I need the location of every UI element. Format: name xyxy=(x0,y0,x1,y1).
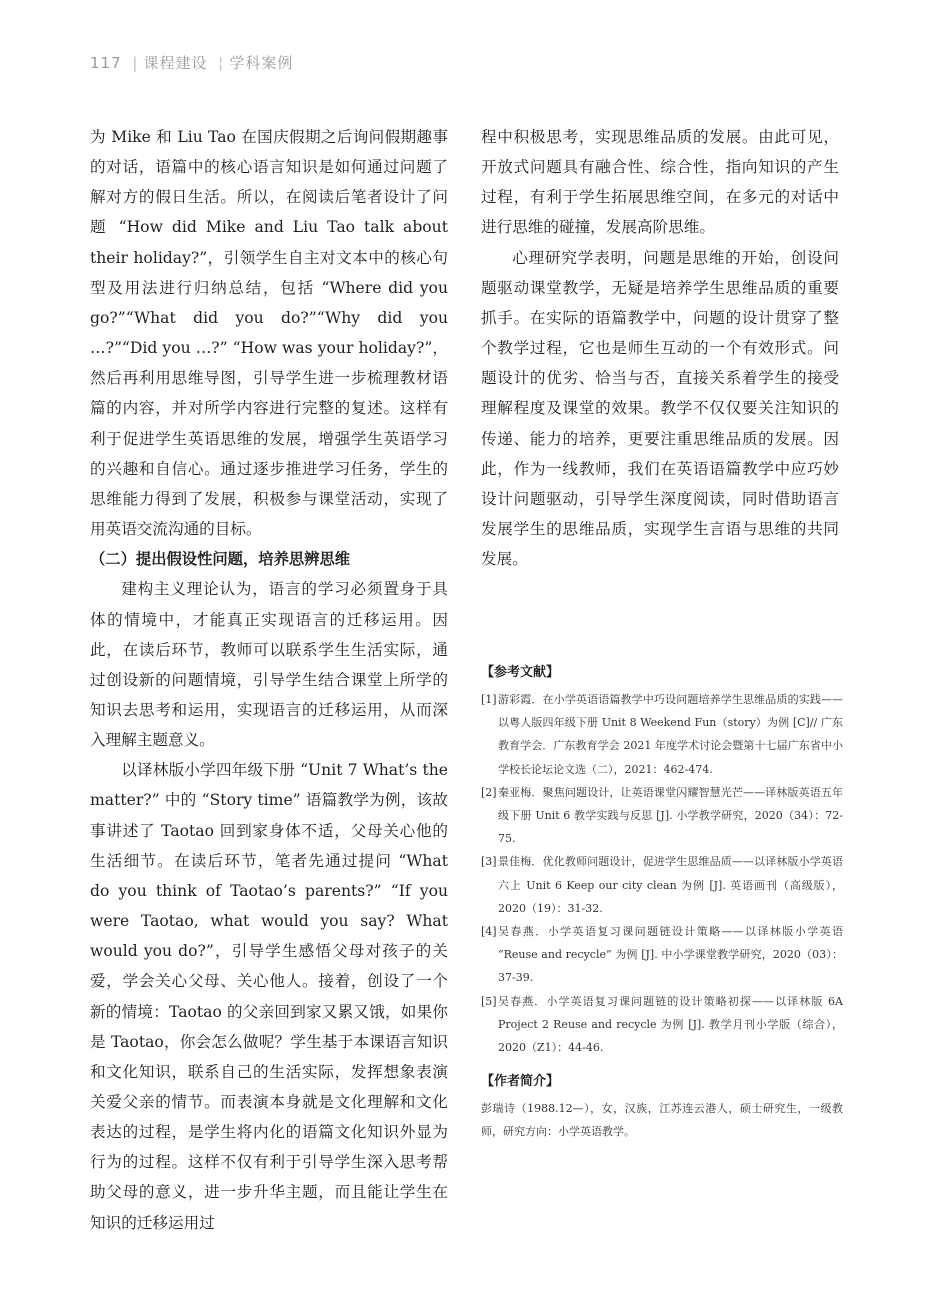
reference-item xyxy=(481,990,843,1060)
references-title: 【参考文献】 xyxy=(481,665,560,680)
paragraph: 建构主义理论认为，语言的学习必须置身于具体的情境中，才能真正实现语言的迁移运用。因此，在读后环节，教师可以联系学生生活实际，通过创设新的问题情境，引导学生结合课堂上所学的知识去思考和运用，实现语言的迁移运用，从而深入理解主题意义。 xyxy=(90,580,448,750)
reference-text: 秦亚梅．聚焦问题设计，让英语课堂闪耀智慧光芒——译林版英语五年级下册 Unit 6 教学实践与反思 [J]. 小学教学研究，2020（34）：72-75. xyxy=(498,785,843,846)
reference-item xyxy=(481,850,843,920)
reference-item xyxy=(481,688,843,781)
author-title: 【作者简介】 xyxy=(481,1074,560,1090)
reference-text: 景佳梅．优化教师问题设计，促进学生思维品质——以译林版小学英语六上 Unit 6 Keep our city clean 为例 [J]. 英语画刊（高级版），2020（19）：31-32. xyxy=(498,855,843,915)
reference-item xyxy=(481,781,843,851)
header-divider: | xyxy=(132,54,139,72)
paragraph: 心理研究学表明，问题是思维的开始，创设问题驱动课堂教学，无疑是培养学生思维品质的重要抓手。在实际的语篇教学中，问题的设计贯穿了整个教学过程，它也是师生互动的一个有效形式。问题设计的优劣、恰当与否，直接关系着学生的接受理解程度及课堂的效果。教学不仅仅要关注知识的传递、能力的培养，更要注重思维品质的发展。因此，作为一线教师，我们在英语语篇教学中应巧妙设计问题驱动，引导学生深度阅读，同时借助语言发展学生的思维品质，实现学生言语与思维的共同发展。 xyxy=(481,248,839,569)
paragraph: 以译林版小学四年级下册 “Unit 7 What’s the matter?” 中的 “Story time” 语篇教学为例，该故事讲述了 Taotao 回到家身体不适，父母关心他的生活细节。在读后环节，笔者先通过提问 “What do you think of Taotao’s parents?” “If you were Taotao, what would you say? What would you do?”，引导学生感悟父母对孩子的关爱，学会关心父母、关心他人。接着，创设了一个新的情境：Taotao 的父亲回到家又累又饿，如果你是 Taotao，你会怎么做呢？学生基于本课语言知识和文化知识，联系自己的生活实际，发挥想象表演关爱父亲的情节。而表演本身就是文化理解和文化表达的过程，是学生将内化的语篇文化知识外显为行为的过程。这样不仅有利于引导学生深入思考帮助父母的意义，进一步升华主题，而且能让学生在知识的迁移运用过 xyxy=(90,761,448,1232)
header-section: 课程建设 xyxy=(143,54,208,72)
page-number: 117 xyxy=(90,54,122,72)
right-column xyxy=(481,122,839,574)
references-section xyxy=(481,664,843,1143)
reference-text: 吴春燕．小学英语复习课问题链的设计策略初探——以译林版 6A Project 2 Reuse and recycle 为例 [J]. 教学月刊小学版（综合），2020（Z1）：44-46. xyxy=(498,994,843,1055)
header-divider: ¦ xyxy=(218,54,225,72)
reference-text: 吴春燕．小学英语复习课问题链设计策略——以译林版小学英语 “Reuse and recycle” 为例 [J]. 中小学课堂教学研究，2020（03）：37-39. xyxy=(498,925,843,985)
section-heading: （二）提出假设性问题，培养思辨思维 xyxy=(90,550,351,569)
author-bio: 彭瑞诗（1988.12—），女，汉族，江苏连云港人，硕士研究生，一级教师，研究方向：小学英语教学。 xyxy=(481,1102,843,1139)
paragraph: 为 Mike 和 Liu Tao 在国庆假期之后询问假期趣事的对话，语篇中的核心语言知识是如何通过问题了解对方的假日生活。所以，在阅读后笔者设计了问 题 “How did Mike and Liu Tao talk about their holiday?”，引领学生自主对文本中的核心句型及用法进行归纳总结，包括 “Where did you go?”“What did you do?”“Why did you …?”“Did you …?” “How was your holiday?”，然后再利用思维导图，引导学生进一步梳理教材语篇的内容，并对所学内容进行完整的复述。这样有利于促进学生英语思维的发展，增强学生英语学习的兴趣和自信心。通过逐步推进学习任务，学生的思维能力得到了发展，积极参与课堂活动，实现了用英语交流沟通的目标。 xyxy=(90,128,464,539)
paragraph: 程中积极思考，实现思维品质的发展。由此可见，开放式问题具有融合性、综合性，指向知识的产生过程，有利于学生拓展思维空间，在多元的对话中进行思维的碰撞，发展高阶思维。 xyxy=(481,128,839,237)
reference-text: 游彩霞．在小学英语语篇教学中巧设问题培养学生思维品质的实践——以粤人版四年级下册 Unit 8 Weekend Fun（story）为例 [C]// 广东教育学会．广东教育学会 2021 年度学术讨论会暨第十七届广东省中小学校长论坛论文选（二），2021：462-474. xyxy=(498,693,843,776)
left-column xyxy=(90,122,464,1238)
reference-number: [3] xyxy=(481,855,497,869)
reference-item xyxy=(481,920,843,990)
header-subsection: 学科案例 xyxy=(229,54,294,72)
reference-number: [4] xyxy=(481,925,497,939)
running-header xyxy=(90,52,293,73)
reference-number: [5] xyxy=(481,994,497,1008)
reference-number: [2] xyxy=(481,785,497,799)
reference-number: [1] xyxy=(481,693,497,706)
